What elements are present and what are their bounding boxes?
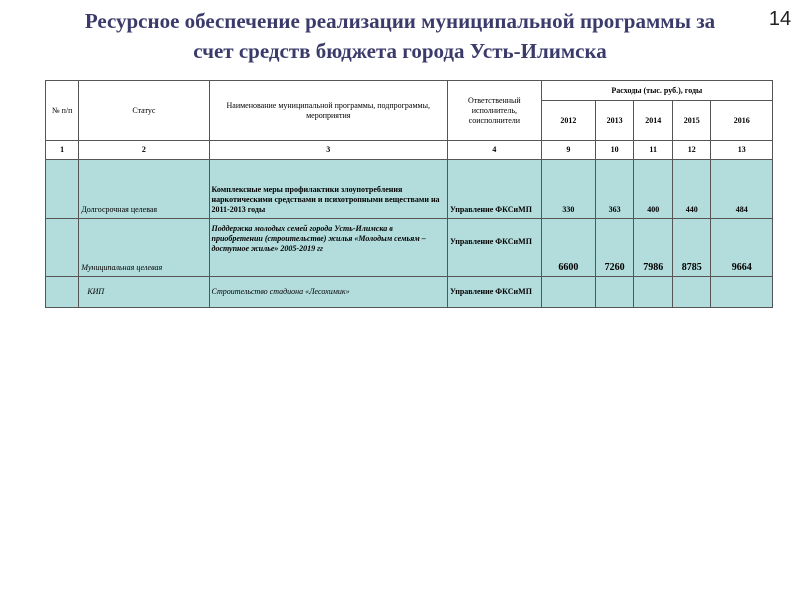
column-number: 13 [711,141,773,160]
row-responsible: Управление ФКСиМП [448,277,542,308]
row-name: Комплексные меры профилактики злоупотребления наркотическими средствами и психотропными веществами на 2011-2013 годы [209,160,448,219]
row-value: 6600 [541,219,595,277]
table-row [46,160,773,219]
header-responsible: Ответственный исполнитель, соисполнители [448,81,542,141]
title-line-2: счет средств бюджета города Усть-Илимска [193,39,607,63]
row-responsible: Управление ФКСиМП [448,160,542,219]
column-number: 1 [46,141,79,160]
column-number: 10 [595,141,634,160]
column-number: 3 [209,141,448,160]
row-value: 440 [672,160,711,219]
row-responsible: Управление ФКСиМП [448,219,542,277]
budget-table [45,80,773,308]
row-value [711,277,773,308]
row-value [634,277,673,308]
row-value: 9664 [711,219,773,277]
header-year: 2016 [711,101,773,141]
row-value [541,277,595,308]
column-number: 11 [634,141,673,160]
row-value: 484 [711,160,773,219]
column-number: 4 [448,141,542,160]
table-row [46,277,773,308]
column-number: 12 [672,141,711,160]
column-number: 9 [541,141,595,160]
header-year: 2015 [672,101,711,141]
table-row [46,219,773,277]
row-value: 330 [541,160,595,219]
header-year: 2012 [541,101,595,141]
header-year: 2013 [595,101,634,141]
page-title [40,6,760,66]
row-value: 400 [634,160,673,219]
header-row [46,81,773,101]
row-value: 7260 [595,219,634,277]
row-num [46,277,79,308]
title-line-1: Ресурсное обеспечение реализации муниципальной программы за [84,9,716,33]
column-number: 2 [79,141,209,160]
header-status: Статус [79,81,209,141]
row-value [672,277,711,308]
row-name: Поддержка молодых семей города Усть-Илимска в приобретении (строительстве) жилья «Молодым семьям – доступное жилье» 2005-2019 гг [209,219,448,277]
header-name: Наименование муниципальной программы, подпрограммы, мероприятия [209,81,448,141]
row-value [595,277,634,308]
header-expenses: Расходы (тыс. руб.), годы [541,81,772,101]
row-status: КИП [79,277,209,308]
slide-number: 14 [768,8,792,30]
row-value: 8785 [672,219,711,277]
header-year: 2014 [634,101,673,141]
column-numbers-row [46,141,773,160]
row-name: Строительство стадиона «Лесохимик» [209,277,448,308]
row-value: 7986 [634,219,673,277]
row-num [46,219,79,277]
row-status: Долгосрочная целевая [79,160,209,219]
row-value: 363 [595,160,634,219]
row-status: Муниципальная целевая [79,219,209,277]
row-num [46,160,79,219]
header-num: № п/п [46,81,79,141]
